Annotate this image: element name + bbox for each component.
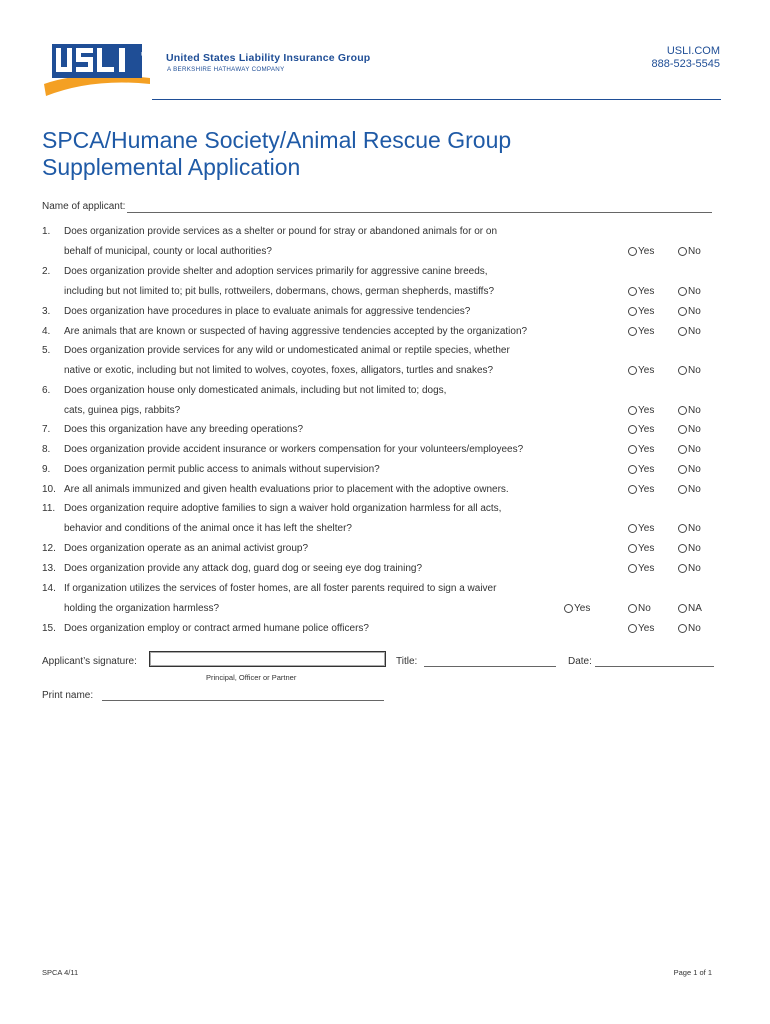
question-text: If organization utilizes the services of foster homes, are all foster parents required to sign a waiver [64, 583, 497, 594]
question-13-option-no[interactable] [678, 563, 701, 574]
question-text: Does this organization have any breeding operations? [64, 424, 304, 435]
option-label: No [688, 444, 701, 455]
question-1-option-yes[interactable] [628, 246, 654, 257]
radio-button-icon[interactable] [564, 604, 573, 613]
question-number: 6. [42, 385, 51, 396]
question-text: Does organization provide services for any wild or undomesticated animal or reptile species, whether [64, 345, 510, 356]
radio-button-icon[interactable] [628, 366, 637, 375]
question-7-option-yes[interactable] [628, 424, 654, 435]
question-4-option-yes[interactable] [628, 326, 654, 337]
radio-button-icon[interactable] [628, 307, 637, 316]
signature-label: Applicant’s signature: [42, 656, 137, 667]
question-13-option-yes[interactable] [628, 563, 654, 574]
radio-button-icon[interactable] [678, 564, 687, 573]
radio-button-icon[interactable] [628, 247, 637, 256]
question-number: 8. [42, 444, 51, 455]
option-label: No [688, 484, 701, 495]
option-label: No [688, 306, 701, 317]
radio-button-icon[interactable] [678, 624, 687, 633]
question-1-option-no[interactable] [678, 246, 701, 257]
radio-button-icon[interactable] [678, 524, 687, 533]
company-subtitle: A BERKSHIRE HATHAWAY COMPANY [167, 66, 285, 73]
question-text: Does organization require adoptive families to sign a waiver hold organization harmless for all acts, [64, 503, 502, 514]
question-2-option-no[interactable] [678, 286, 701, 297]
question-text: Does organization have procedures in place to evaluate animals for aggressive tendencies? [64, 306, 471, 317]
option-label: Yes [638, 444, 655, 455]
form-title-line1: SPCA/Humane Society/Animal Rescue Group [42, 127, 512, 153]
question-text: cats, guinea pigs, rabbits? [64, 405, 181, 416]
option-label: No [688, 286, 701, 297]
usli-logo [42, 40, 152, 96]
option-label: Yes [638, 464, 655, 475]
option-label: Yes [638, 424, 655, 435]
radio-button-icon[interactable] [678, 465, 687, 474]
question-15-option-no[interactable] [678, 623, 701, 634]
question-12-option-no[interactable] [678, 543, 701, 554]
radio-button-icon[interactable] [628, 624, 637, 633]
question-text: behalf of municipal, county or local authorities? [64, 246, 272, 257]
radio-button-icon[interactable] [678, 445, 687, 454]
radio-button-icon[interactable] [678, 247, 687, 256]
question-5-option-no[interactable] [678, 365, 701, 376]
option-label: Yes [638, 543, 655, 554]
question-7-option-no[interactable] [678, 424, 701, 435]
applicant-name-row [42, 201, 712, 213]
option-label: NA [688, 603, 702, 614]
option-label: Yes [638, 246, 655, 257]
radio-button-icon[interactable] [628, 465, 637, 474]
question-number: 7. [42, 424, 51, 435]
question-14-option-no[interactable] [628, 603, 651, 614]
question-number: 4. [42, 326, 51, 337]
option-label: No [688, 543, 701, 554]
radio-button-icon[interactable] [678, 425, 687, 434]
question-number: 10. [42, 484, 56, 495]
website-link[interactable]: USLI.COM [666, 45, 720, 57]
print-name-field[interactable] [102, 700, 384, 701]
option-label: No [688, 326, 701, 337]
radio-button-icon[interactable] [628, 327, 637, 336]
phone-number: 888-523-5545 [651, 58, 720, 70]
applicant-name-label: Name of applicant: [42, 201, 126, 212]
option-label: Yes [638, 523, 655, 534]
question-number: 11. [42, 503, 56, 514]
question-12-option-yes[interactable] [628, 543, 654, 554]
option-label: Yes [574, 603, 591, 614]
question-number: 14. [42, 583, 56, 594]
question-number: 2. [42, 266, 51, 277]
question-8-option-yes[interactable] [628, 444, 654, 455]
radio-button-icon[interactable] [628, 604, 637, 613]
radio-button-icon[interactable] [628, 544, 637, 553]
radio-button-icon[interactable] [628, 524, 637, 533]
question-text: Are animals that are known or suspected of having aggressive tendencies accepted by the organization? [64, 326, 528, 337]
option-label: No [688, 246, 701, 257]
radio-button-icon[interactable] [628, 445, 637, 454]
option-label: No [688, 523, 701, 534]
option-label: Yes [638, 286, 655, 297]
question-number: 15. [42, 623, 56, 634]
option-label: Yes [638, 306, 655, 317]
question-10-option-no[interactable] [678, 484, 701, 495]
question-text: Are all animals immunized and given health evaluations prior to placement with the adoptive owners. [64, 484, 509, 495]
signature-caption: Principal, Officer or Partner [206, 673, 297, 682]
radio-button-icon[interactable] [628, 564, 637, 573]
applicant-name-field[interactable] [127, 201, 712, 213]
radio-button-icon[interactable] [678, 485, 687, 494]
question-6-option-no[interactable] [678, 405, 701, 416]
print-name-label: Print name: [42, 690, 94, 701]
radio-button-icon[interactable] [678, 327, 687, 336]
logo-text: USLI [141, 52, 152, 58]
question-text: behavior and conditions of the animal once it has left the shelter? [64, 523, 352, 534]
question-9-option-yes[interactable] [628, 464, 654, 475]
radio-button-icon[interactable] [678, 287, 687, 296]
question-text: Does organization employ or contract armed humane police officers? [64, 623, 369, 634]
header-divider [152, 99, 721, 100]
option-label: No [688, 365, 701, 376]
option-label: No [688, 405, 701, 416]
radio-button-icon[interactable] [678, 544, 687, 553]
radio-button-icon[interactable] [628, 425, 637, 434]
question-number: 3. [42, 306, 51, 317]
question-2-option-yes[interactable] [628, 286, 654, 297]
option-label: No [688, 424, 701, 435]
title-field[interactable] [424, 666, 556, 667]
option-label: Yes [638, 405, 655, 416]
question-text: Does organization operate as an animal activist group? [64, 543, 309, 554]
question-number: 9. [42, 464, 51, 475]
page-number: Page 1 of 1 [673, 968, 712, 977]
question-text: native or exotic, including but not limited to wolves, coyotes, foxes, alligators, turtles and snakes? [64, 365, 494, 376]
option-label: Yes [638, 326, 655, 337]
option-label: No [638, 603, 651, 614]
radio-button-icon[interactable] [678, 366, 687, 375]
radio-button-icon[interactable] [628, 406, 637, 415]
question-text: Does organization provide any attack dog, guard dog or seeing eye dog training? [64, 563, 423, 574]
option-label: Yes [638, 365, 655, 376]
question-text: Does organization house only domesticated animals, including but not limited to; dogs, [64, 385, 447, 396]
question-6-option-yes[interactable] [628, 405, 654, 416]
question-text: Does organization provide shelter and adoption services primarily for aggressive canine breeds, [64, 266, 488, 277]
question-text: holding the organization harmless? [64, 603, 220, 614]
question-15-option-yes[interactable] [628, 623, 654, 634]
question-11-option-yes[interactable] [628, 523, 654, 534]
question-3-option-no[interactable] [678, 306, 701, 317]
option-label: Yes [638, 623, 655, 634]
radio-button-icon[interactable] [678, 406, 687, 415]
company-name: United States Liability Insurance Group [166, 52, 371, 64]
question-number: 12. [42, 543, 56, 554]
form-title-line2: Supplemental Application [42, 154, 301, 180]
contact-block [651, 45, 720, 71]
radio-button-icon[interactable] [628, 287, 637, 296]
option-label: No [688, 464, 701, 475]
question-9-option-no[interactable] [678, 464, 701, 475]
question-4-option-no[interactable] [678, 326, 701, 337]
radio-button-icon[interactable] [678, 604, 687, 613]
form-title [42, 127, 511, 181]
question-number: 1. [42, 226, 51, 237]
option-label: No [688, 563, 701, 574]
question-number: 5. [42, 345, 51, 356]
form-code: SPCA 4/11 [42, 968, 79, 977]
question-number: 13. [42, 563, 56, 574]
option-label: Yes [638, 563, 655, 574]
question-text: Does organization provide accident insurance or workers compensation for your volunteers/employees? [64, 444, 524, 455]
option-label: No [688, 623, 701, 634]
question-14-option-na[interactable] [678, 603, 702, 614]
question-5-option-yes[interactable] [628, 365, 654, 376]
question-text: Does organization provide services as a shelter or pound for stray or abandoned animals for or on [64, 226, 498, 237]
question-8-option-no[interactable] [678, 444, 701, 455]
question-text: Does organization permit public access to animals without supervision? [64, 464, 380, 475]
signature-field[interactable] [149, 651, 386, 667]
question-14-option-yes[interactable] [564, 603, 590, 614]
question-10-option-yes[interactable] [628, 484, 654, 495]
option-label: Yes [638, 484, 655, 495]
date-field[interactable] [595, 666, 714, 667]
date-label: Date: [568, 656, 592, 667]
question-11-option-no[interactable] [678, 523, 701, 534]
question-text: including but not limited to; pit bulls, rottweilers, dobermans, chows, german shepherds, mastiffs? [64, 286, 495, 297]
radio-button-icon[interactable] [628, 485, 637, 494]
title-label: Title: [396, 656, 418, 667]
question-3-option-yes[interactable] [628, 306, 654, 317]
radio-button-icon[interactable] [678, 307, 687, 316]
